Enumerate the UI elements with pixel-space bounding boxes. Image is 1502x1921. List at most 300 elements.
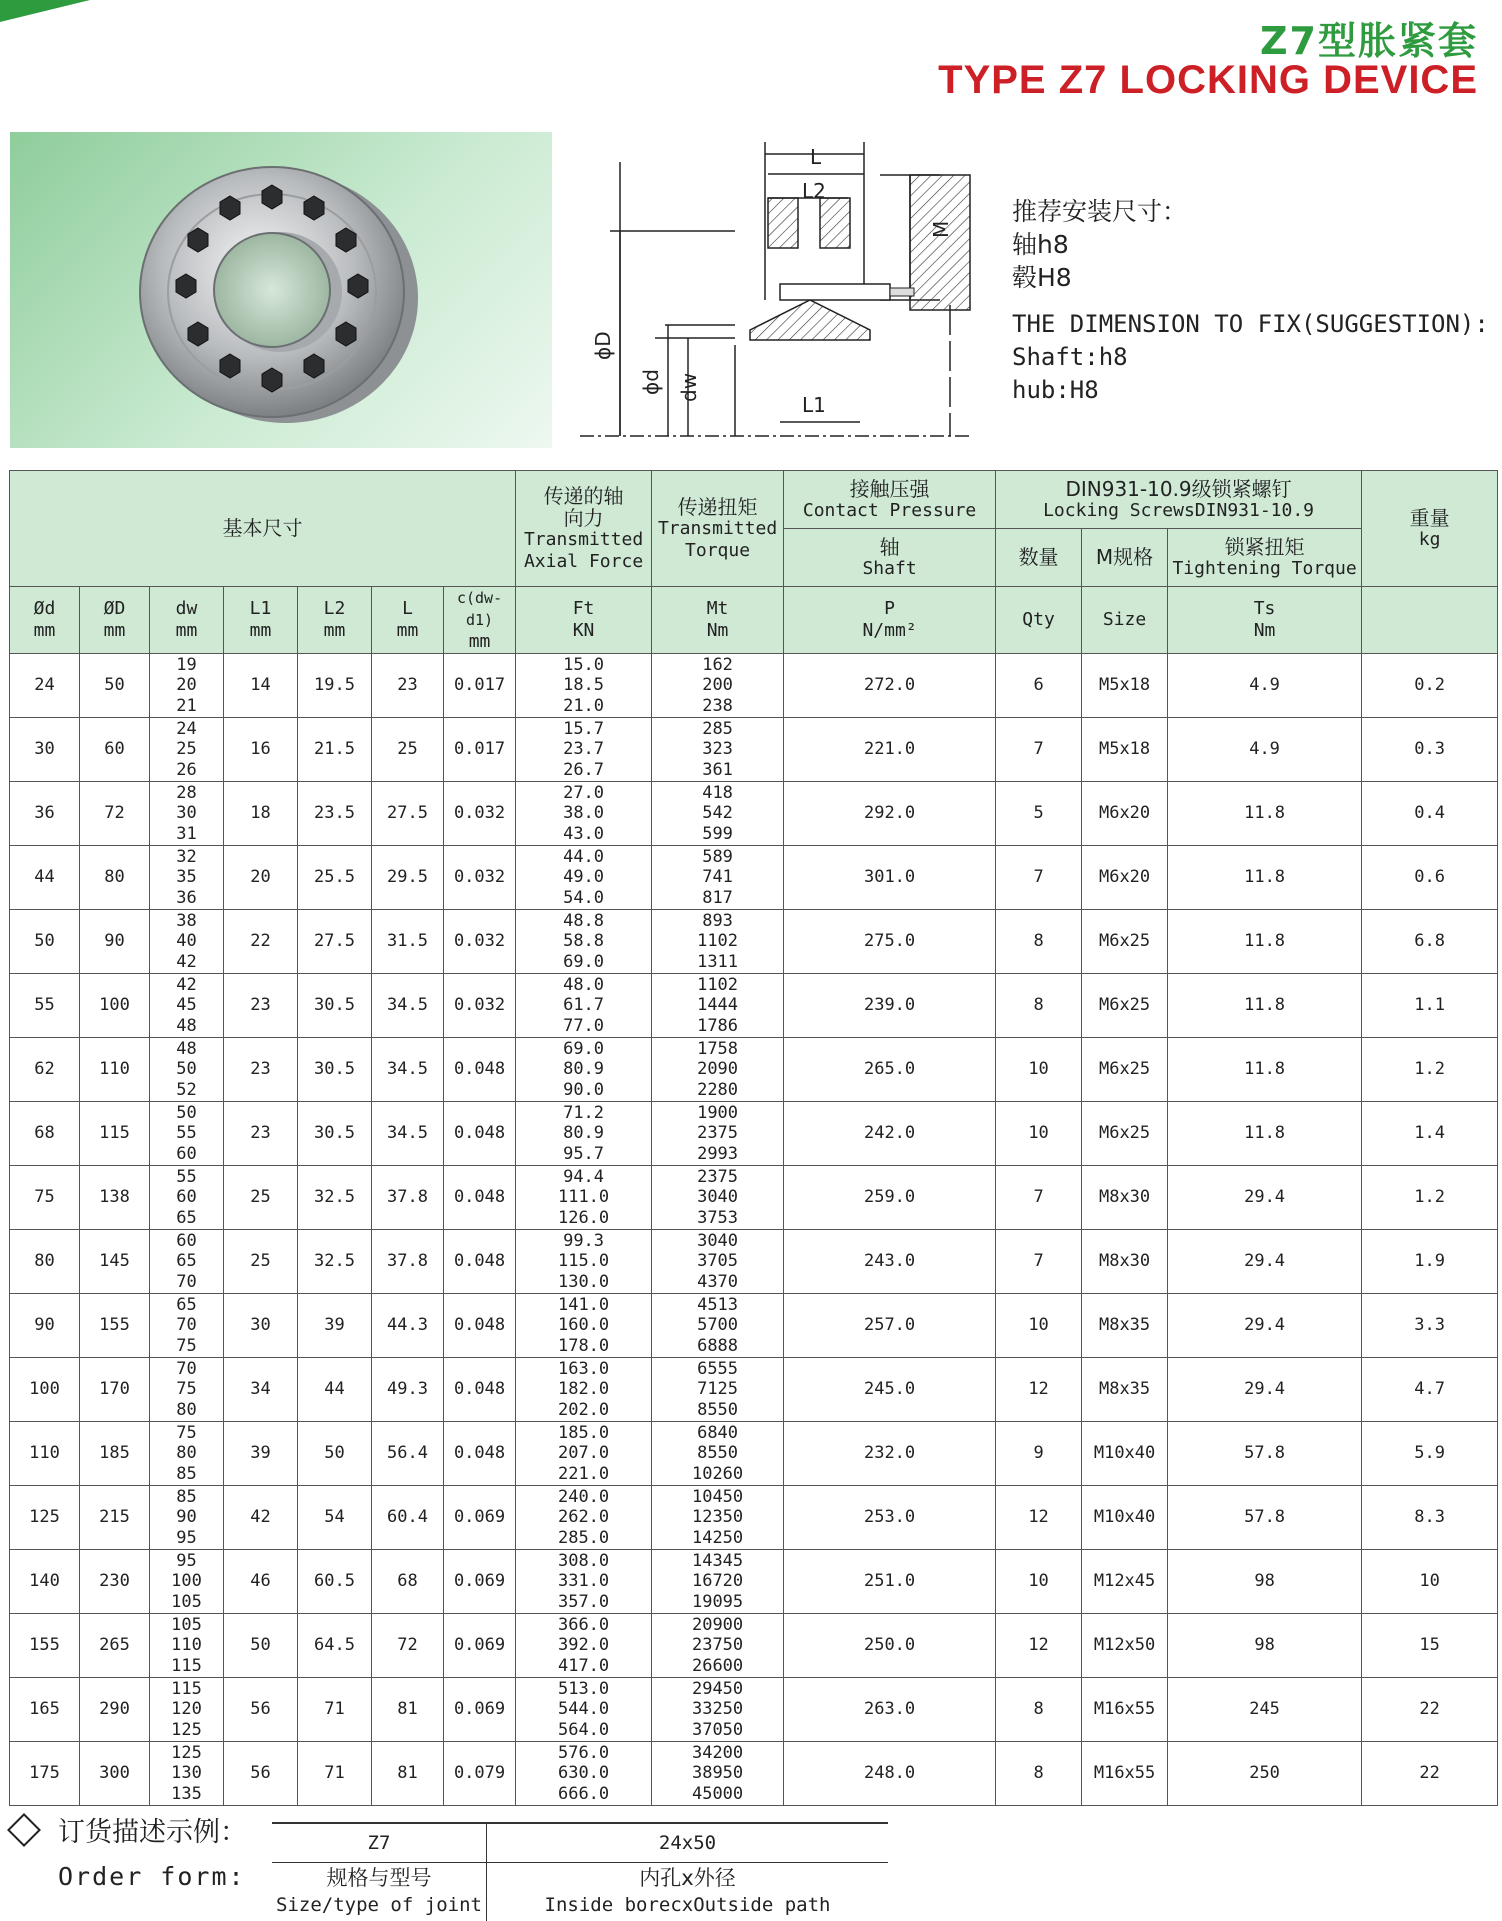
cell-L2: 21.5 <box>298 718 372 782</box>
cell-L: 25 <box>372 718 444 782</box>
order-example-table <box>272 1822 888 1921</box>
cell-D: 170 <box>80 1358 150 1422</box>
install-title-en: THE DIMENSION TO FIX(SUGGESTION): <box>1012 308 1489 341</box>
cell-ts: 29.4 <box>1168 1230 1362 1294</box>
cross-section-drawing <box>570 140 980 450</box>
cell-mt: 162 200 238 <box>652 654 784 718</box>
cell-mt: 285 323 361 <box>652 718 784 782</box>
cell-L1: 39 <box>224 1422 298 1486</box>
cell-dw: 32 35 36 <box>150 846 224 910</box>
cell-d: 155 <box>10 1614 80 1678</box>
cell-c: 0.048 <box>444 1038 516 1102</box>
unit-ts: Ts Nm <box>1168 587 1362 654</box>
cell-L1: 16 <box>224 718 298 782</box>
cell-qty: 5 <box>996 782 1082 846</box>
cell-L: 81 <box>372 1678 444 1742</box>
cell-p: 253.0 <box>784 1486 996 1550</box>
cell-L: 37.8 <box>372 1230 444 1294</box>
cell-size: M8x35 <box>1082 1294 1168 1358</box>
table-row <box>10 654 1498 718</box>
cell-L2: 50 <box>298 1422 372 1486</box>
cell-D: 145 <box>80 1230 150 1294</box>
table-row <box>10 1038 1498 1102</box>
cell-ts: 57.8 <box>1168 1486 1362 1550</box>
unit-L: L mm <box>372 587 444 654</box>
cell-d: 68 <box>10 1102 80 1166</box>
cell-dw: 85 90 95 <box>150 1486 224 1550</box>
cell-ft: 185.0 207.0 221.0 <box>516 1422 652 1486</box>
cell-ft: 94.4 111.0 126.0 <box>516 1166 652 1230</box>
cell-dw: 70 75 80 <box>150 1358 224 1422</box>
cell-D: 50 <box>80 654 150 718</box>
cell-dw: 50 55 60 <box>150 1102 224 1166</box>
cell-p: 251.0 <box>784 1550 996 1614</box>
cell-ft: 15.0 18.5 21.0 <box>516 654 652 718</box>
header-shaft: 轴 Shaft <box>784 529 996 587</box>
header-torque: 传递扭矩 Transmitted Torque <box>652 471 784 587</box>
cell-dw: 125 130 135 <box>150 1742 224 1806</box>
cell-d: 175 <box>10 1742 80 1806</box>
cell-ft: 366.0 392.0 417.0 <box>516 1614 652 1678</box>
cell-dw: 65 70 75 <box>150 1294 224 1358</box>
cell-w: 22 <box>1362 1678 1498 1742</box>
cell-d: 24 <box>10 654 80 718</box>
cell-size: M5x18 <box>1082 718 1168 782</box>
cell-c: 0.048 <box>444 1294 516 1358</box>
table-row <box>10 1166 1498 1230</box>
cell-c: 0.048 <box>444 1358 516 1422</box>
cell-size: M12x45 <box>1082 1550 1168 1614</box>
cell-L1: 22 <box>224 910 298 974</box>
cell-L: 34.5 <box>372 974 444 1038</box>
cell-ft: 141.0 160.0 178.0 <box>516 1294 652 1358</box>
cell-ts: 250 <box>1168 1742 1362 1806</box>
cell-c: 0.032 <box>444 846 516 910</box>
cell-size: M16x55 <box>1082 1742 1168 1806</box>
unit-d: Ød mm <box>10 587 80 654</box>
cell-d: 44 <box>10 846 80 910</box>
cell-D: 265 <box>80 1614 150 1678</box>
install-shaft-cn: 轴h8 <box>1012 228 1489 261</box>
cell-size: M6x20 <box>1082 846 1168 910</box>
table-row <box>10 1742 1498 1806</box>
dim-label-phid: ϕd <box>639 369 663 395</box>
cell-mt: 20900 23750 26600 <box>652 1614 784 1678</box>
table-row <box>10 910 1498 974</box>
cell-L2: 64.5 <box>298 1614 372 1678</box>
page-title-en: TYPE Z7 LOCKING DEVICE <box>938 58 1478 103</box>
cell-d: 55 <box>10 974 80 1038</box>
cell-w: 0.3 <box>1362 718 1498 782</box>
cell-L1: 56 <box>224 1678 298 1742</box>
cell-dw: 19 20 21 <box>150 654 224 718</box>
cell-ft: 15.7 23.7 26.7 <box>516 718 652 782</box>
cell-ts: 98 <box>1168 1550 1362 1614</box>
cell-qty: 8 <box>996 1742 1082 1806</box>
cell-ts: 11.8 <box>1168 1038 1362 1102</box>
unit-mt: Mt Nm <box>652 587 784 654</box>
cell-L2: 19.5 <box>298 654 372 718</box>
cell-c: 0.032 <box>444 782 516 846</box>
table-row <box>10 1486 1498 1550</box>
cell-c: 0.069 <box>444 1678 516 1742</box>
header-contact-pressure: 接触压强 Contact Pressure <box>784 471 996 529</box>
table-row <box>10 1678 1498 1742</box>
cell-size: M6x25 <box>1082 1102 1168 1166</box>
install-notes <box>1012 195 1489 407</box>
cell-mt: 893 1102 1311 <box>652 910 784 974</box>
cell-d: 80 <box>10 1230 80 1294</box>
cell-D: 115 <box>80 1102 150 1166</box>
cell-w: 1.2 <box>1362 1038 1498 1102</box>
cell-c: 0.079 <box>444 1742 516 1806</box>
cell-w: 0.4 <box>1362 782 1498 846</box>
table-row <box>10 1294 1498 1358</box>
cell-p: 248.0 <box>784 1742 996 1806</box>
cell-ft: 513.0 544.0 564.0 <box>516 1678 652 1742</box>
unit-D: ØD mm <box>80 587 150 654</box>
cell-L: 44.3 <box>372 1294 444 1358</box>
cell-L: 34.5 <box>372 1102 444 1166</box>
cell-p: 250.0 <box>784 1614 996 1678</box>
cell-size: M8x35 <box>1082 1358 1168 1422</box>
unit-ft: Ft KN <box>516 587 652 654</box>
cell-ts: 98 <box>1168 1614 1362 1678</box>
spec-table <box>9 470 1498 1806</box>
unit-L2: L2 mm <box>298 587 372 654</box>
cell-mt: 4513 5700 6888 <box>652 1294 784 1358</box>
cell-w: 1.2 <box>1362 1166 1498 1230</box>
cell-d: 100 <box>10 1358 80 1422</box>
table-row <box>10 718 1498 782</box>
header-weight: 重量 kg <box>1362 471 1498 587</box>
cell-p: 259.0 <box>784 1166 996 1230</box>
cell-L2: 23.5 <box>298 782 372 846</box>
cell-L2: 39 <box>298 1294 372 1358</box>
cell-L: 56.4 <box>372 1422 444 1486</box>
cell-size: M6x25 <box>1082 1038 1168 1102</box>
cell-size: M5x18 <box>1082 654 1168 718</box>
cell-ft: 240.0 262.0 285.0 <box>516 1486 652 1550</box>
cell-ts: 57.8 <box>1168 1422 1362 1486</box>
unit-p: P N/mm² <box>784 587 996 654</box>
cell-L2: 32.5 <box>298 1166 372 1230</box>
cell-L: 68 <box>372 1550 444 1614</box>
cell-dw: 60 65 70 <box>150 1230 224 1294</box>
cell-L1: 50 <box>224 1614 298 1678</box>
cell-L1: 20 <box>224 846 298 910</box>
cell-p: 272.0 <box>784 654 996 718</box>
cell-ft: 69.0 80.9 90.0 <box>516 1038 652 1102</box>
cell-D: 100 <box>80 974 150 1038</box>
cell-D: 230 <box>80 1550 150 1614</box>
cell-L: 34.5 <box>372 1038 444 1102</box>
cell-p: 292.0 <box>784 782 996 846</box>
cell-D: 60 <box>80 718 150 782</box>
cell-L2: 60.5 <box>298 1550 372 1614</box>
cell-size: M6x25 <box>1082 974 1168 1038</box>
cell-D: 80 <box>80 846 150 910</box>
dim-label-dw: dw <box>677 373 701 402</box>
cell-L2: 44 <box>298 1358 372 1422</box>
cell-D: 290 <box>80 1678 150 1742</box>
cell-size: M12x50 <box>1082 1614 1168 1678</box>
cell-mt: 1758 2090 2280 <box>652 1038 784 1102</box>
cell-p: 242.0 <box>784 1102 996 1166</box>
cell-dw: 105 110 115 <box>150 1614 224 1678</box>
cell-p: 243.0 <box>784 1230 996 1294</box>
cell-L1: 14 <box>224 654 298 718</box>
cell-L: 81 <box>372 1742 444 1806</box>
cell-qty: 10 <box>996 1550 1082 1614</box>
cell-dw: 75 80 85 <box>150 1422 224 1486</box>
cell-L2: 30.5 <box>298 1102 372 1166</box>
cell-mt: 1102 1444 1786 <box>652 974 784 1038</box>
cell-L1: 30 <box>224 1294 298 1358</box>
order-title-cn: 订货描述示例： <box>58 1810 247 1849</box>
cell-mt: 6555 7125 8550 <box>652 1358 784 1422</box>
cell-L1: 23 <box>224 1102 298 1166</box>
cell-ft: 99.3 115.0 130.0 <box>516 1230 652 1294</box>
cell-c: 0.032 <box>444 974 516 1038</box>
order-title-en: Order form: <box>58 1862 246 1891</box>
cell-size: M6x20 <box>1082 782 1168 846</box>
cell-mt: 2375 3040 3753 <box>652 1166 784 1230</box>
cell-mt: 3040 3705 4370 <box>652 1230 784 1294</box>
cell-D: 215 <box>80 1486 150 1550</box>
cell-qty: 9 <box>996 1422 1082 1486</box>
cell-qty: 12 <box>996 1486 1082 1550</box>
cell-dw: 48 50 52 <box>150 1038 224 1102</box>
cell-d: 75 <box>10 1166 80 1230</box>
cell-D: 185 <box>80 1422 150 1486</box>
page-title-cn: Z7型胀紧套 <box>1260 10 1478 65</box>
dim-label-L2: L2 <box>802 179 826 203</box>
cell-p: 221.0 <box>784 718 996 782</box>
cell-ft: 163.0 182.0 202.0 <box>516 1358 652 1422</box>
cell-D: 72 <box>80 782 150 846</box>
install-hub-en: hub:H8 <box>1012 374 1489 407</box>
cell-w: 15 <box>1362 1614 1498 1678</box>
cell-size: M10x40 <box>1082 1486 1168 1550</box>
cell-qty: 10 <box>996 1102 1082 1166</box>
cell-size: M6x25 <box>1082 910 1168 974</box>
cell-p: 239.0 <box>784 974 996 1038</box>
cell-qty: 7 <box>996 1166 1082 1230</box>
cell-L1: 18 <box>224 782 298 846</box>
header-qty-cn: 数量 <box>996 529 1082 587</box>
cell-c: 0.069 <box>444 1614 516 1678</box>
order-model: Z7 <box>272 1823 487 1863</box>
cell-L2: 71 <box>298 1678 372 1742</box>
cell-d: 140 <box>10 1550 80 1614</box>
cell-L2: 30.5 <box>298 1038 372 1102</box>
cell-D: 300 <box>80 1742 150 1806</box>
table-row <box>10 782 1498 846</box>
cell-dw: 24 25 26 <box>150 718 224 782</box>
cell-L1: 56 <box>224 1742 298 1806</box>
cell-qty: 8 <box>996 910 1082 974</box>
cell-mt: 29450 33250 37050 <box>652 1678 784 1742</box>
cell-dw: 55 60 65 <box>150 1166 224 1230</box>
cell-ts: 245 <box>1168 1678 1362 1742</box>
cell-c: 0.032 <box>444 910 516 974</box>
cell-mt: 1900 2375 2993 <box>652 1102 784 1166</box>
cell-w: 1.1 <box>1362 974 1498 1038</box>
cell-qty: 7 <box>996 846 1082 910</box>
cell-w: 10 <box>1362 1550 1498 1614</box>
cell-L2: 30.5 <box>298 974 372 1038</box>
cell-c: 0.069 <box>444 1550 516 1614</box>
cell-L: 27.5 <box>372 782 444 846</box>
cell-w: 8.3 <box>1362 1486 1498 1550</box>
cell-w: 5.9 <box>1362 1422 1498 1486</box>
cell-d: 125 <box>10 1486 80 1550</box>
cell-qty: 12 <box>996 1358 1082 1422</box>
cell-qty: 10 <box>996 1038 1082 1102</box>
cell-c: 0.048 <box>444 1166 516 1230</box>
cell-dw: 38 40 42 <box>150 910 224 974</box>
cell-L: 23 <box>372 654 444 718</box>
cell-d: 30 <box>10 718 80 782</box>
cell-d: 90 <box>10 1294 80 1358</box>
table-row <box>10 1358 1498 1422</box>
cell-d: 36 <box>10 782 80 846</box>
cell-d: 62 <box>10 1038 80 1102</box>
dim-label-L: L <box>810 145 822 169</box>
cell-ft: 27.0 38.0 43.0 <box>516 782 652 846</box>
cell-ft: 71.2 80.9 95.7 <box>516 1102 652 1166</box>
cell-p: 245.0 <box>784 1358 996 1422</box>
table-row <box>10 846 1498 910</box>
cell-L2: 54 <box>298 1486 372 1550</box>
cell-ft: 576.0 630.0 666.0 <box>516 1742 652 1806</box>
cell-ts: 29.4 <box>1168 1294 1362 1358</box>
cell-qty: 8 <box>996 1678 1082 1742</box>
cell-w: 6.8 <box>1362 910 1498 974</box>
cell-L1: 34 <box>224 1358 298 1422</box>
cell-D: 138 <box>80 1166 150 1230</box>
diamond-icon <box>7 1813 41 1847</box>
cell-ft: 44.0 49.0 54.0 <box>516 846 652 910</box>
cell-L1: 23 <box>224 974 298 1038</box>
cell-w: 1.4 <box>1362 1102 1498 1166</box>
cell-w: 4.7 <box>1362 1358 1498 1422</box>
cell-L: 72 <box>372 1614 444 1678</box>
cell-size: M8x30 <box>1082 1230 1168 1294</box>
cell-d: 110 <box>10 1422 80 1486</box>
cell-w: 3.3 <box>1362 1294 1498 1358</box>
cell-p: 265.0 <box>784 1038 996 1102</box>
cell-dw: 28 30 31 <box>150 782 224 846</box>
section-diagram <box>570 140 980 450</box>
cell-ts: 11.8 <box>1168 1102 1362 1166</box>
header-basic-dims: 基本尺寸 <box>10 471 516 587</box>
header-locking-screws: DIN931-10.9级锁紧螺钉 Locking ScrewsDIN931-10.9 <box>996 471 1362 529</box>
cell-size: M10x40 <box>1082 1422 1168 1486</box>
cell-L: 60.4 <box>372 1486 444 1550</box>
cell-p: 275.0 <box>784 910 996 974</box>
cell-d: 165 <box>10 1678 80 1742</box>
cell-qty: 10 <box>996 1294 1082 1358</box>
cell-p: 263.0 <box>784 1678 996 1742</box>
cell-L: 31.5 <box>372 910 444 974</box>
unit-L1: L1 mm <box>224 587 298 654</box>
cell-qty: 6 <box>996 654 1082 718</box>
cell-ts: 29.4 <box>1168 1166 1362 1230</box>
cell-p: 257.0 <box>784 1294 996 1358</box>
cell-D: 110 <box>80 1038 150 1102</box>
cell-ts: 11.8 <box>1168 846 1362 910</box>
install-shaft-en: Shaft:h8 <box>1012 341 1489 374</box>
table-row <box>10 974 1498 1038</box>
cell-c: 0.017 <box>444 654 516 718</box>
cell-qty: 7 <box>996 718 1082 782</box>
order-size: 24x50 <box>487 1823 889 1863</box>
cell-ft: 48.8 58.8 69.0 <box>516 910 652 974</box>
cell-ts: 11.8 <box>1168 910 1362 974</box>
cell-c: 0.048 <box>444 1102 516 1166</box>
cell-p: 232.0 <box>784 1422 996 1486</box>
cell-L2: 32.5 <box>298 1230 372 1294</box>
cell-w: 22 <box>1362 1742 1498 1806</box>
cell-ts: 29.4 <box>1168 1358 1362 1422</box>
order-form <box>8 1810 908 1918</box>
order-size-desc: 内孔x外径 Inside borecxOutside path <box>487 1863 889 1921</box>
unit-dw: dw mm <box>150 587 224 654</box>
cell-qty: 7 <box>996 1230 1082 1294</box>
cell-mt: 34200 38950 45000 <box>652 1742 784 1806</box>
cell-D: 90 <box>80 910 150 974</box>
cell-c: 0.048 <box>444 1422 516 1486</box>
cell-L: 49.3 <box>372 1358 444 1422</box>
cell-L: 29.5 <box>372 846 444 910</box>
cell-ft: 48.0 61.7 77.0 <box>516 974 652 1038</box>
cell-w: 1.9 <box>1362 1230 1498 1294</box>
cell-dw: 42 45 48 <box>150 974 224 1038</box>
cell-ft: 308.0 331.0 357.0 <box>516 1550 652 1614</box>
cell-w: 0.2 <box>1362 654 1498 718</box>
locking-device-illustration <box>10 132 552 448</box>
table-row <box>10 1102 1498 1166</box>
header-size-cn: M规格 <box>1082 529 1168 587</box>
cell-ts: 4.9 <box>1168 654 1362 718</box>
unit-weight <box>1362 587 1498 654</box>
header-tightening: 锁紧扭矩 Tightening Torque <box>1168 529 1362 587</box>
product-photo <box>10 132 552 448</box>
cell-dw: 115 120 125 <box>150 1678 224 1742</box>
unit-c: c(dw-d1) mm <box>444 587 516 654</box>
table-row <box>10 1614 1498 1678</box>
table-row <box>10 1422 1498 1486</box>
cell-L1: 42 <box>224 1486 298 1550</box>
cell-dw: 95 100 105 <box>150 1550 224 1614</box>
cell-L2: 71 <box>298 1742 372 1806</box>
install-title-cn: 推荐安装尺寸： <box>1012 195 1489 228</box>
install-hub-cn: 毂H8 <box>1012 261 1489 294</box>
unit-size: Size <box>1082 587 1168 654</box>
cell-mt: 6840 8550 10260 <box>652 1422 784 1486</box>
cell-L1: 46 <box>224 1550 298 1614</box>
cell-ts: 11.8 <box>1168 974 1362 1038</box>
cell-w: 0.6 <box>1362 846 1498 910</box>
cell-mt: 418 542 599 <box>652 782 784 846</box>
table-row <box>10 1230 1498 1294</box>
cell-qty: 8 <box>996 974 1082 1038</box>
order-model-desc: 规格与型号 Size/type of joint <box>272 1863 487 1921</box>
cell-ts: 11.8 <box>1168 782 1362 846</box>
table-row <box>10 1550 1498 1614</box>
